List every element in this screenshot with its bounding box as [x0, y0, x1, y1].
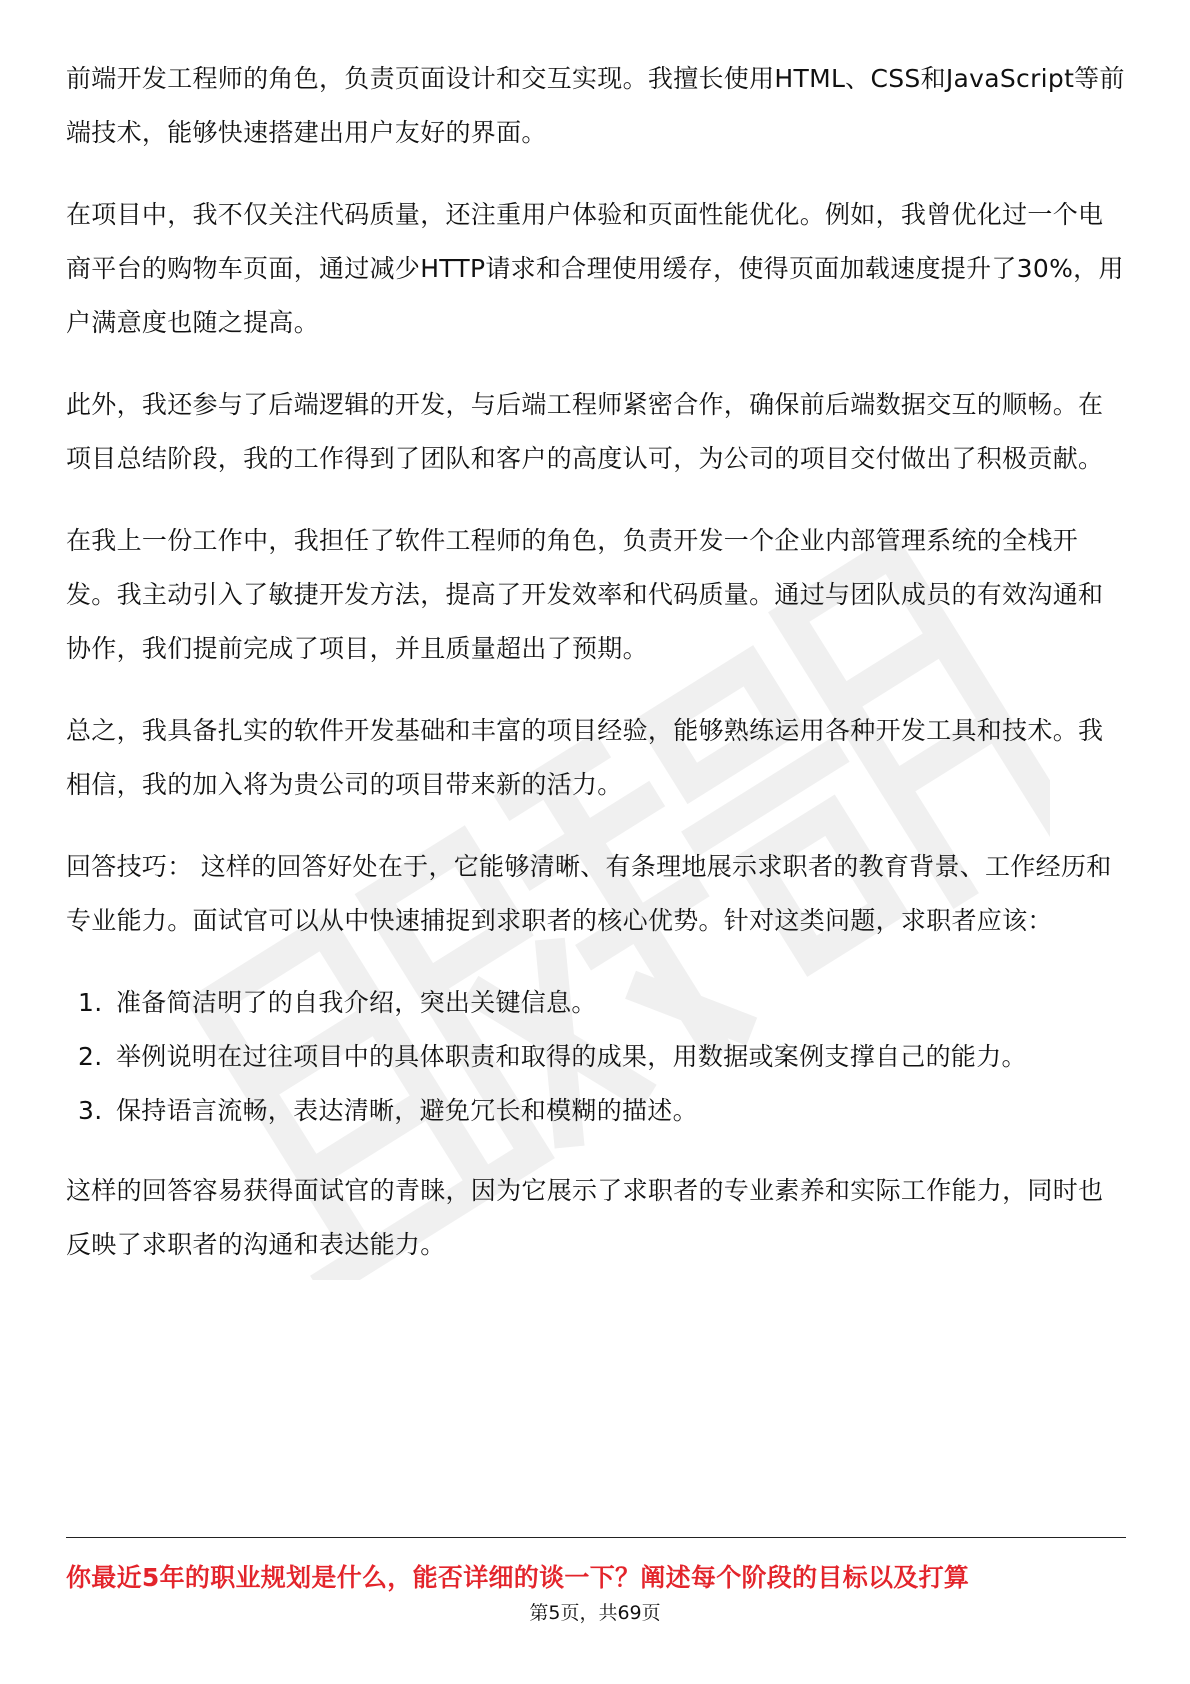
paragraph-frontend-role: 前端开发工程师的角色，负责页面设计和交互实现。我擅长使用HTML、CSS和JavaScript等前端技术，能够快速搭建出用户友好的界面。 [66, 64, 1125, 147]
list-item [66, 1084, 1126, 1138]
paragraph-closing: 这样的回答容易获得面试官的青睐，因为它展示了求职者的专业素养和实际工作能力，同时也反映了求职者的沟通和表达能力。 [66, 1176, 1104, 1259]
list-item-number: 2. [78, 1042, 103, 1071]
paragraph-answer-tips: 回答技巧： 这样的回答好处在于，它能够清晰、有条理地展示求职者的教育背景、工作经历和专业能力。面试官可以从中快速捕捉到求职者的核心优势。针对这类问题，求职者应该： [66, 852, 1112, 935]
section-divider [66, 1537, 1126, 1538]
document-body [66, 52, 1126, 1300]
next-question-heading: 你最近5年的职业规划是什么，能否详细的谈一下？阐述每个阶段的目标以及打算 [66, 1563, 970, 1592]
list-item-number: 1. [78, 988, 103, 1017]
list-item [66, 1030, 1126, 1084]
list-item [66, 976, 1126, 1030]
list-item-text: 保持语言流畅，表达清晰，避免冗长和模糊的描述。 [116, 1096, 698, 1125]
page-number: 第5页，共69页 [529, 1602, 661, 1624]
paragraph-previous-job: 在我上一份工作中，我担任了软件工程师的角色，负责开发一个企业内部管理系统的全栈开发。我主动引入了敏捷开发方法，提高了开发效率和代码质量。通过与团队成员的有效沟通和协作，我们提前完成了项目，并且质量超出了预期。 [66, 526, 1104, 663]
tips-list [66, 976, 1126, 1138]
paragraph-summary: 总之，我具备扎实的软件开发基础和丰富的项目经验，能够熟练运用各种开发工具和技术。我相信，我的加入将为贵公司的项目带来新的活力。 [66, 716, 1104, 799]
list-item-text: 举例说明在过往项目中的具体职责和取得的成果，用数据或案例支撑自己的能力。 [116, 1042, 1027, 1071]
paragraph-backend-collaboration: 此外，我还参与了后端逻辑的开发，与后端工程师紧密合作，确保前后端数据交互的顺畅。在项目总结阶段，我的工作得到了团队和客户的高度认可，为公司的项目交付做出了积极贡献。 [66, 390, 1104, 473]
list-item-text: 准备简洁明了的自我介绍，突出关键信息。 [116, 988, 597, 1017]
paragraph-project-optimization: 在项目中，我不仅关注代码质量，还注重用户体验和页面性能优化。例如，我曾优化过一个电商平台的购物车页面，通过减少HTTP请求和合理使用缓存，使得页面加载速度提升了30%，用户满意度也随之提高。 [66, 200, 1124, 337]
list-item-number: 3. [78, 1096, 103, 1125]
